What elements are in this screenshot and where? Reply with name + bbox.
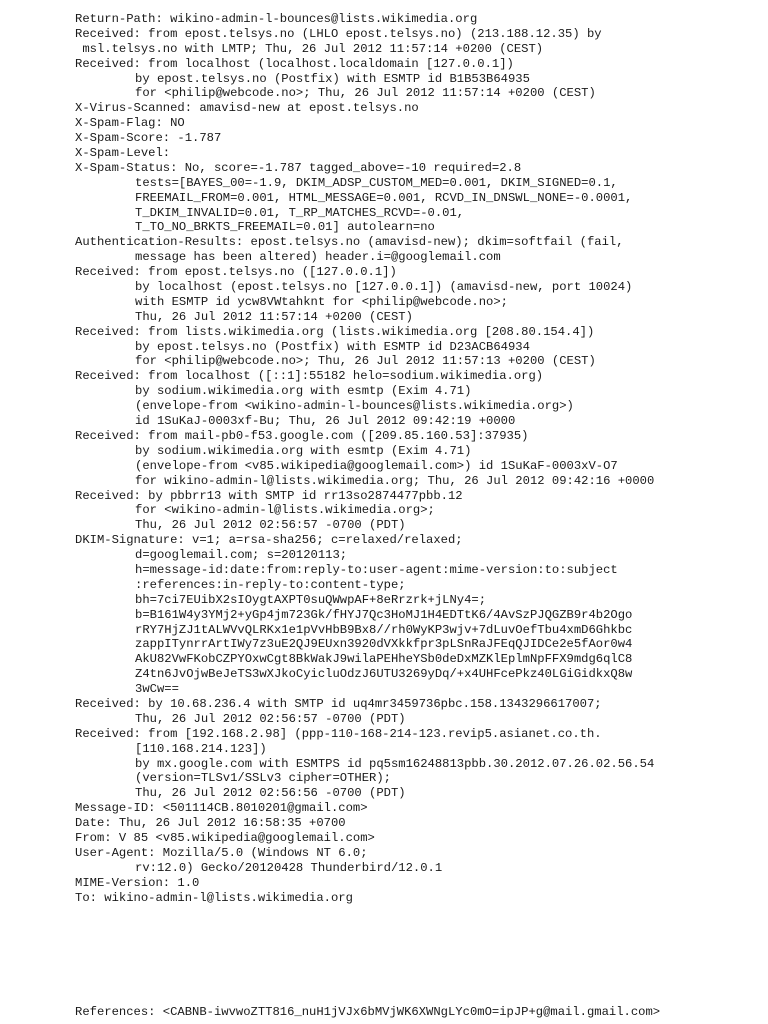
header-continuation-line: (version=TLSv1/SSLv3 cipher=OTHER); xyxy=(135,771,391,786)
header-field-line: MIME-Version: 1.0 xyxy=(75,875,200,890)
header-continuation-line: by epost.telsys.no (Postfix) with ESMTP id B1B53B64935 xyxy=(135,71,530,86)
email-headers xyxy=(75,12,765,905)
header-field-line: X-Spam-Level: xyxy=(75,146,171,161)
header-field-line: Date: Thu, 26 Jul 2012 16:58:35 +0700 xyxy=(75,816,346,831)
references-line: References: <CABNB-iwvwoZTT816_nuH1jVJx6bMVjWK6XWNgLYc0mO=ipJP+g@mail.gmail.com> xyxy=(75,1005,661,1019)
header-field-line: X-Spam-Flag: NO xyxy=(75,116,185,131)
header-field-line: X-Spam-Status: No, score=-1.787 tagged_above=-10 required=2.8 xyxy=(75,160,522,175)
header-continuation-line: h=message-id:date:from:reply-to:user-agent:mime-version:to:subject xyxy=(135,562,618,577)
header-continuation-line: (envelope-from <v85.wikipedia@googlemail.com>) id 1SuKaF-0003xV-O7 xyxy=(135,458,618,473)
header-field-line: DKIM-Signature: v=1; a=rsa-sha256; c=relaxed/relaxed; xyxy=(75,533,463,548)
header-continuation-line: [110.168.214.123]) xyxy=(135,741,267,756)
header-continuation-line: Z4tn6JvOjwBeJeTS3wXJkoCyicluOdzJ6UTU3269yDq/+x4UHFcePkz40LGiGidkxQ8w xyxy=(135,667,633,682)
header-continuation-line: AkU82VwFKobCZPYOxwCgt8BkWakJ9wilaPEHheYSb0deDxMZKlEplmNpFFX9mdg6qlC8 xyxy=(135,652,633,667)
header-field-line: Received: from localhost (localhost.localdomain [127.0.0.1]) xyxy=(75,56,514,71)
header-continuation-line: for wikino-admin-l@lists.wikimedia.org; Thu, 26 Jul 2012 09:42:16 +0000 xyxy=(135,473,655,488)
header-continuation-line: :references:in-reply-to:content-type; xyxy=(135,577,406,592)
references-header xyxy=(75,1005,765,1020)
header-continuation-line: for <philip@webcode.no>; Thu, 26 Jul 2012 11:57:14 +0200 (CEST) xyxy=(135,86,596,101)
header-continuation-line: d=googlemail.com; s=20120113; xyxy=(135,548,348,563)
header-field-line: Return-Path: wikino-admin-l-bounces@lists.wikimedia.org xyxy=(75,12,478,26)
header-continuation-line: bh=7ci7EUibX2sIOygtAXPT0suQWwpAF+8eRrzrk+jLNy4=; xyxy=(135,592,487,607)
header-field-line: Received: from epost.telsys.no (LHLO epost.telsys.no) (213.188.12.35) by xyxy=(75,26,602,41)
header-continuation-line: for <wikino-admin-l@lists.wikimedia.org>; xyxy=(135,503,435,518)
header-continuation-line: 3wCw== xyxy=(135,682,179,697)
header-field-line: To: wikino-admin-l@lists.wikimedia.org xyxy=(75,890,353,905)
header-field-line: User-Agent: Mozilla/5.0 (Windows NT 6.0; xyxy=(75,845,368,860)
header-continuation-line: for <philip@webcode.no>; Thu, 26 Jul 2012 11:57:13 +0200 (CEST) xyxy=(135,354,596,369)
header-field-line: X-Virus-Scanned: amavisd-new at epost.telsys.no xyxy=(75,101,419,116)
header-continuation-line: T_TO_NO_BRKTS_FREEMAIL=0.01] autolearn=no xyxy=(135,220,435,235)
header-continuation-line: by epost.telsys.no (Postfix) with ESMTP id D23ACB64934 xyxy=(135,339,530,354)
header-field-line: Message-ID: <501114CB.8010201@gmail.com> xyxy=(75,801,368,816)
header-continuation-line: Thu, 26 Jul 2012 11:57:14 +0200 (CEST) xyxy=(135,309,413,324)
header-field-line: Received: by pbbrr13 with SMTP id rr13so2874477pbb.12 xyxy=(75,488,463,503)
header-continuation-line: tests=[BAYES_00=-1.9, DKIM_ADSP_CUSTOM_MED=0.001, DKIM_SIGNED=0.1, xyxy=(135,175,618,190)
header-continuation-line: FREEMAIL_FROM=0.001, HTML_MESSAGE=0.001, RCVD_IN_DNSWL_NONE=-0.0001, xyxy=(135,190,633,205)
header-continuation-line: with ESMTP id ycw8VWtahknt for <philip@webcode.no>; xyxy=(135,294,508,309)
header-continuation-line: by mx.google.com with ESMTPS id pq5sm16248813pbb.30.2012.07.26.02.56.54 xyxy=(135,756,655,771)
header-continuation-line: Thu, 26 Jul 2012 02:56:57 -0700 (PDT) xyxy=(135,711,406,726)
header-continuation-line: b=B161W4y3YMj2+yGp4jm723Gk/fHYJ7Qc3HoMJ1H4EDTtK6/4AvSzPJQGZB9r4b2Ogo xyxy=(135,607,633,622)
header-field-line: Authentication-Results: epost.telsys.no (amavisd-new); dkim=softfail (fail, xyxy=(75,235,624,250)
header-field-line: msl.telsys.no with LMTP; Thu, 26 Jul 2012 11:57:14 +0200 (CEST) xyxy=(75,41,544,56)
header-continuation-line: rRY7HjZJ1tALWVvQLRKx1e1pVvHbB9Bx8//rh0WyKP3wjv+7dLuvOefTbu4xmD6Ghkbc xyxy=(135,622,633,637)
header-field-line: Received: from mail-pb0-f53.google.com ([209.85.160.53]:37935) xyxy=(75,428,529,443)
header-field-line: X-Spam-Score: -1.787 xyxy=(75,131,222,146)
header-continuation-line: by sodium.wikimedia.org with esmtp (Exim 4.71) xyxy=(135,384,472,399)
header-continuation-line: Thu, 26 Jul 2012 02:56:57 -0700 (PDT) xyxy=(135,518,406,533)
header-continuation-line: Thu, 26 Jul 2012 02:56:56 -0700 (PDT) xyxy=(135,786,406,801)
header-continuation-line: T_DKIM_INVALID=0.01, T_RP_MATCHES_RCVD=-0.01, xyxy=(135,205,465,220)
header-continuation-line: by localhost (epost.telsys.no [127.0.0.1]) (amavisd-new, port 10024) xyxy=(135,280,633,295)
header-continuation-line: by sodium.wikimedia.org with esmtp (Exim 4.71) xyxy=(135,443,472,458)
header-field-line: From: V 85 <v85.wikipedia@googlemail.com> xyxy=(75,830,375,845)
header-continuation-line: message has been altered) header.i=@googlemail.com xyxy=(135,250,501,265)
header-field-line: Received: by 10.68.236.4 with SMTP id uq4mr3459736pbc.158.1343296617007; xyxy=(75,696,602,711)
header-continuation-line: zappITynrrArtIWy7z3uE2QJ9EUxn3920dVXkkfpr3pLSnRaJFEqQJIDCe2e5fAor0w4 xyxy=(135,637,633,652)
header-continuation-line: (envelope-from <wikino-admin-l-bounces@lists.wikimedia.org>) xyxy=(135,399,574,414)
header-field-line: Received: from lists.wikimedia.org (lists.wikimedia.org [208.80.154.4]) xyxy=(75,324,595,339)
header-field-line: Received: from epost.telsys.no ([127.0.0.1]) xyxy=(75,265,397,280)
header-continuation-line: id 1SuKaJ-0003xf-Bu; Thu, 26 Jul 2012 09:42:19 +0000 xyxy=(135,414,516,429)
header-field-line: Received: from [192.168.2.98] (ppp-110-168-214-123.revip5.asianet.co.th. xyxy=(75,726,602,741)
header-field-line: Received: from localhost ([::1]:55182 helo=sodium.wikimedia.org) xyxy=(75,369,544,384)
header-continuation-line: rv:12.0) Gecko/20120428 Thunderbird/12.0.1 xyxy=(135,860,443,875)
